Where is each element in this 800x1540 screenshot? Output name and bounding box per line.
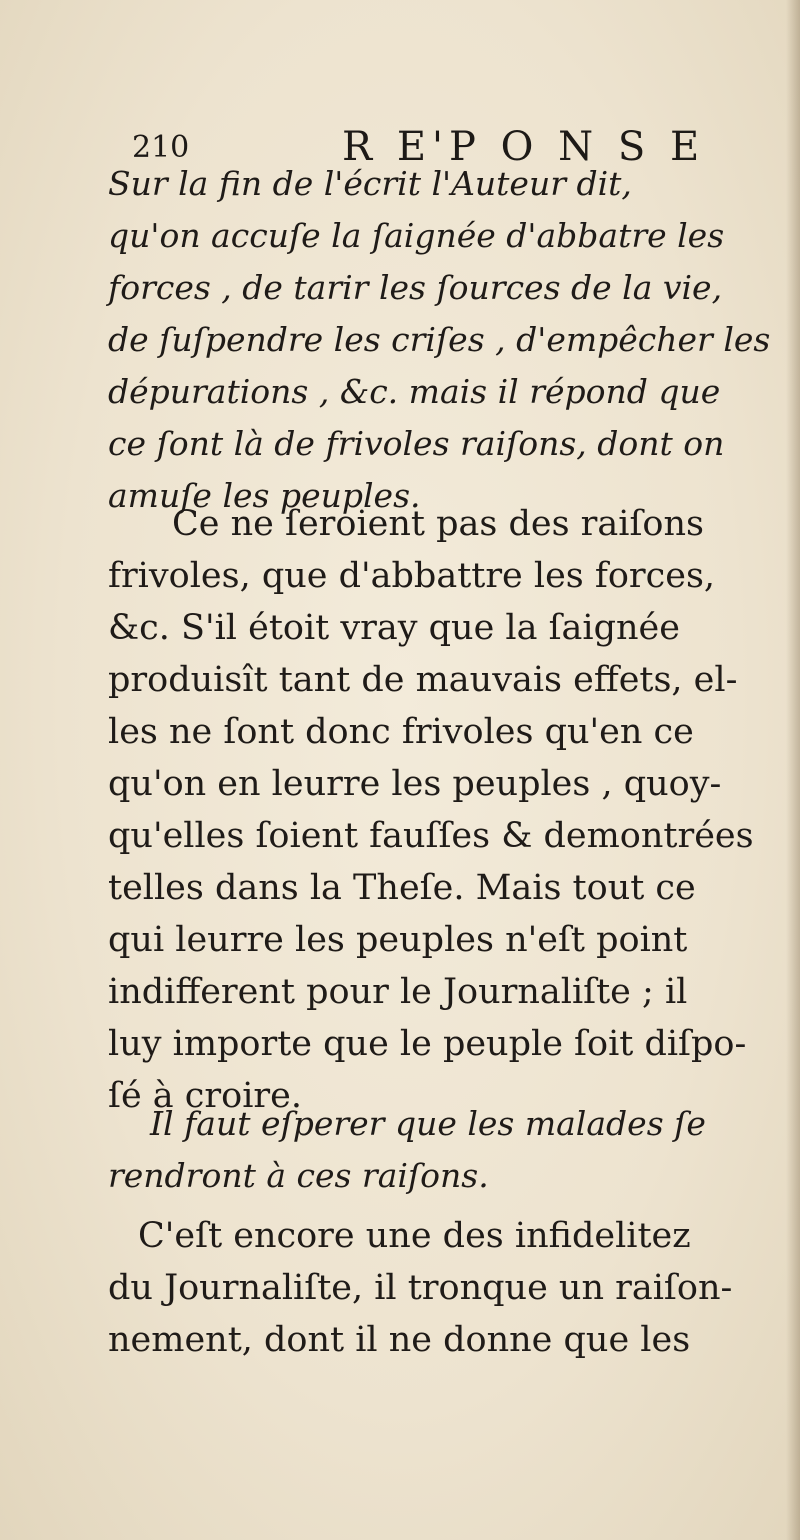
running-head: R E'P O N S E — [342, 124, 706, 170]
text-line: qu'elles ſoient fauſſes & demontrées — [108, 816, 754, 856]
paragraph-3 — [108, 1098, 768, 1202]
text-line: indifferent pour le Journaliſte ; il — [108, 972, 688, 1012]
text-line: nement, dont il ne donne que les — [108, 1320, 691, 1360]
page-edge-shadow — [786, 0, 800, 1540]
text-line: rendront à ces raiſons. — [108, 1156, 489, 1195]
text-line: forces , de tarir les ſources de la vie, — [108, 268, 723, 307]
text-line: qu'on en leurre les peuples , quoy- — [108, 764, 722, 804]
text-line: dépurations , &c. mais il répond que — [108, 372, 721, 411]
text-line: du Journaliſte, il tronque un raiſon- — [108, 1268, 733, 1308]
text-line: amuſe les peuples. — [108, 476, 421, 515]
text-line: qu'on accuſe la ſaignée d'abbatre les — [108, 216, 725, 255]
text-line: qui leurre les peuples n'eſt point — [108, 920, 688, 960]
text-line: les ne ſont donc frivoles qu'en ce — [108, 712, 694, 752]
text-line: telles dans la Theſe. Mais tout ce — [108, 868, 696, 908]
paragraph-1 — [108, 158, 771, 522]
text-line: C'eſt encore une des infidelitez — [138, 1216, 691, 1256]
text-line: luy importe que le peuple ſoit diſpo- — [108, 1024, 747, 1064]
text-line: &c. S'il étoit vray que la ſaignée — [108, 608, 680, 648]
text-line: Sur la fin de l'écrit l'Auteur dit, — [108, 164, 632, 203]
text-line: produisît tant de mauvais effets, el- — [108, 660, 738, 700]
text-line: ce ſont là de frivoles raiſons, dont on — [108, 424, 725, 463]
text-line: de ſuſpendre les criſes , d'empêcher les — [108, 320, 771, 359]
paragraph-2 — [108, 498, 768, 1122]
text-line: ſé à croire. — [108, 1076, 302, 1116]
text-line: Il faut eſperer que les malades ſe — [150, 1104, 706, 1143]
text-line: frivoles, que d'abbattre les forces, — [108, 556, 716, 596]
page-number: 210 — [132, 130, 190, 165]
paragraph-4 — [108, 1210, 768, 1366]
text-line: Ce ne ſeroient pas des raiſons — [172, 504, 704, 544]
